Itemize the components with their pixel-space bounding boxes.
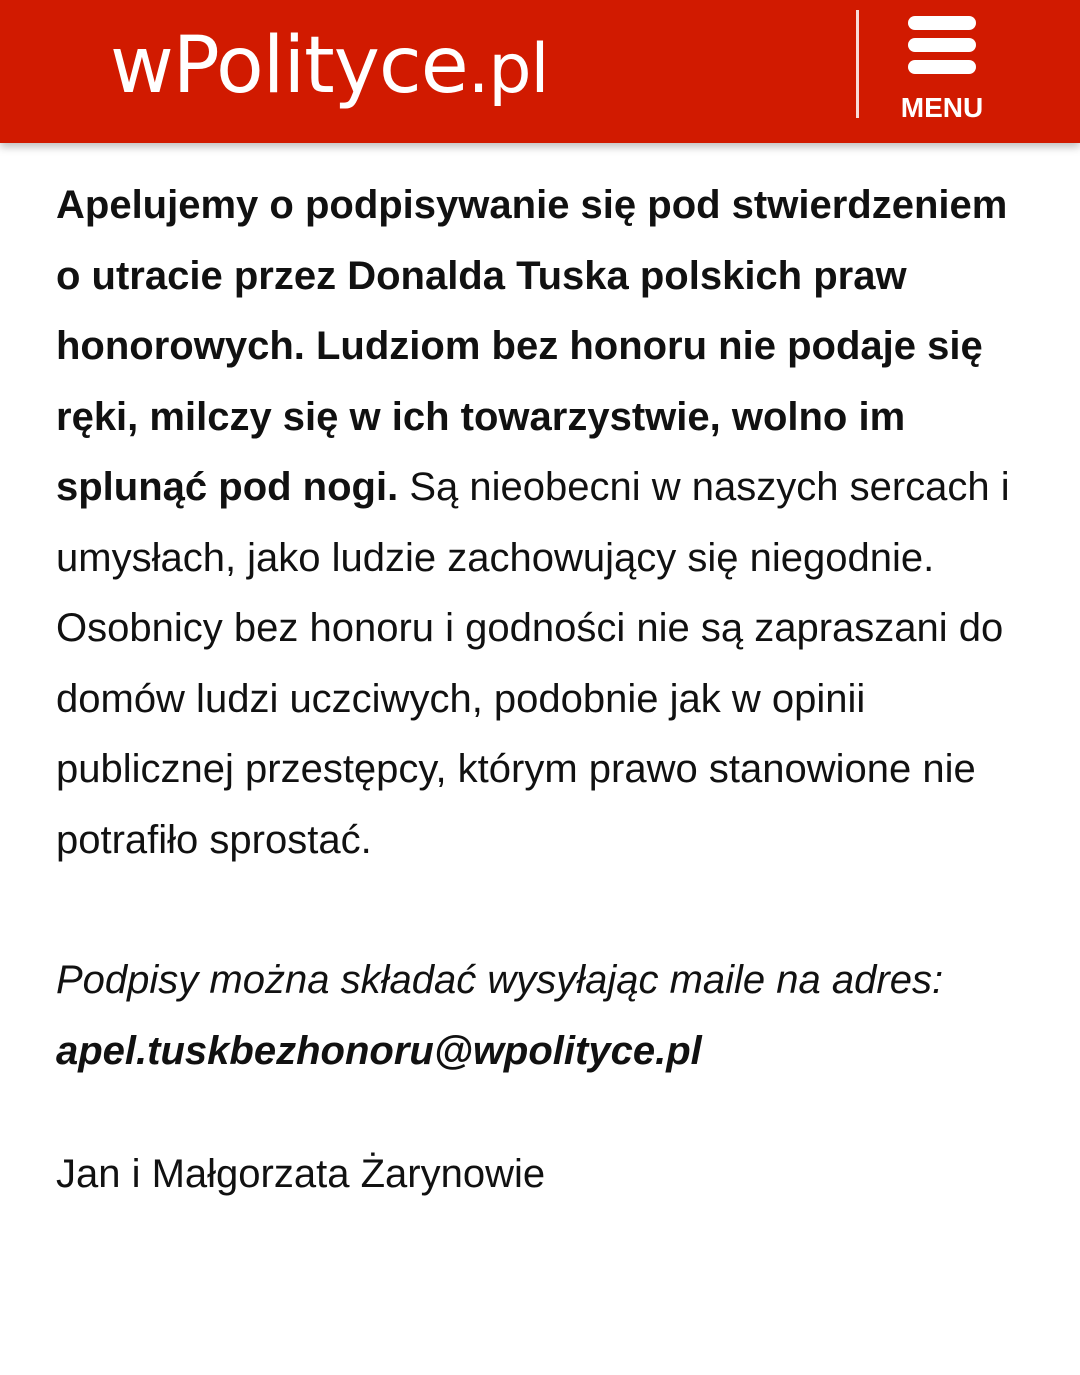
logo-domain-text: .pl bbox=[467, 30, 549, 109]
article-author: Jan i Małgorzata Żarynowie bbox=[56, 1152, 546, 1196]
site-header bbox=[0, 0, 1080, 143]
menu-label: MENU bbox=[900, 92, 984, 123]
logo-main-text: wPolityce bbox=[110, 21, 468, 111]
header-divider bbox=[856, 10, 859, 118]
site-logo[interactable] bbox=[110, 16, 548, 116]
menu-button[interactable] bbox=[892, 12, 992, 127]
signature-prompt-text: Podpisy można składać wysyłając maile na adres: bbox=[56, 958, 944, 1002]
article-body-text: Są nieobecni w naszych sercach i umysłach, jako ludzie zachowujący się niegodnie. Osobnicy bez honoru i godności nie są zapraszani do domów ludzi uczciwych, podobnie jak w opinii publicznej przestępcy, którym prawo stanowione nie potrafiło sprostać. bbox=[56, 465, 1010, 862]
bold-intro-text: Apelujemy o podpisywanie się pod stwierdzeniem o utracie przez Donalda Tuska polskich praw honorowych. Ludziom bez honoru nie podaje się ręki, milczy się w ich towarzystwie, wolno im splunąć pod nogi. bbox=[56, 183, 1008, 509]
email-link[interactable]: apel.tuskbezhonoru@wpolityce.pl bbox=[56, 1028, 702, 1073]
article-paragraph bbox=[56, 170, 1016, 875]
article-content bbox=[56, 170, 1016, 1210]
hamburger-menu-icon bbox=[908, 16, 976, 74]
signature-instructions bbox=[56, 945, 1016, 1086]
